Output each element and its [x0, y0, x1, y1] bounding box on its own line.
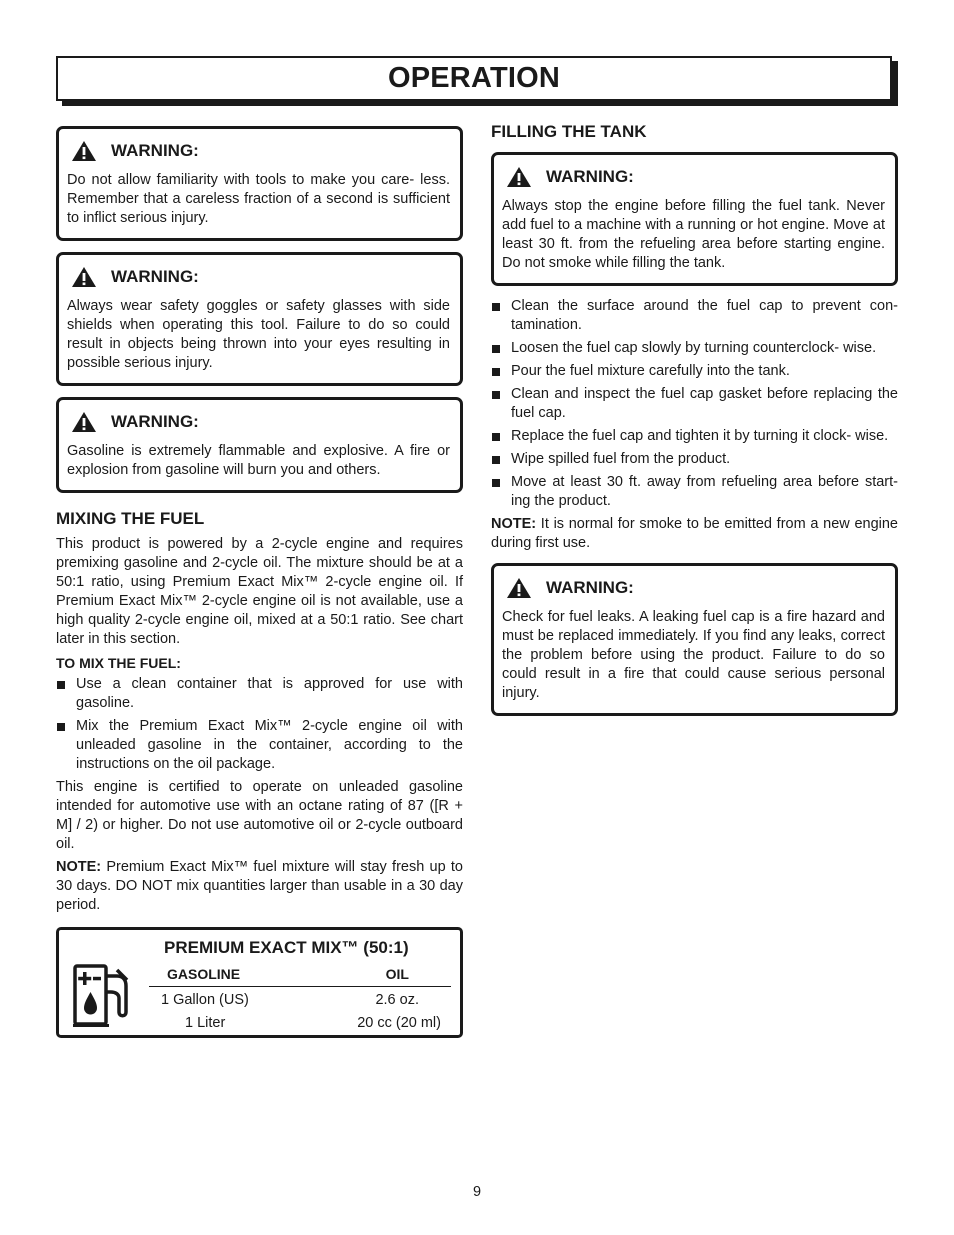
filling-note	[491, 515, 898, 553]
list-item-text: Replace the fuel cap and tighten it by turning it clock- wise.	[511, 428, 889, 444]
table-header-row	[149, 966, 451, 987]
warning-box-stop-engine	[491, 152, 898, 286]
warning-title: WARNING:	[111, 412, 199, 431]
bullet-square-icon	[492, 433, 500, 441]
list-item	[491, 362, 898, 381]
warning-triangle-icon	[506, 166, 532, 188]
table-cell: 2.6 oz.	[375, 992, 419, 1008]
bullet-square-icon	[492, 456, 500, 464]
note-label: NOTE:	[491, 516, 537, 532]
note-text: It is normal for smoke to be emitted from a new engine during first use.	[491, 516, 898, 551]
list-item-text: Pour the fuel mixture carefully into the tank.	[511, 363, 790, 379]
left-column	[56, 126, 463, 919]
note-text: Premium Exact Mix™ fuel mixture will stay fresh up to 30 days. DO NOT mix quantities larger than usable in a 30 day period.	[56, 859, 463, 913]
table-row	[149, 1010, 451, 1033]
warning-triangle-icon	[71, 266, 97, 288]
warning-header	[67, 140, 450, 162]
column-header-oil: OIL	[335, 966, 451, 987]
list-item-text: Loosen the fuel cap slowly by turning counterclock- wise.	[511, 340, 877, 356]
list-item	[491, 450, 898, 469]
list-item	[491, 339, 898, 358]
fuel-pump-icon	[71, 962, 133, 1028]
list-item	[491, 427, 898, 446]
bullet-square-icon	[492, 368, 500, 376]
section-title-filling: FILLING THE TANK	[491, 122, 647, 141]
mix-table	[149, 966, 451, 1033]
warning-header	[67, 266, 450, 288]
table-row	[149, 987, 451, 1011]
warning-header	[67, 411, 450, 433]
warning-title: WARNING:	[546, 167, 634, 186]
list-item-text: Use a clean container that is approved for use with gasoline.	[76, 676, 463, 711]
warning-header	[502, 166, 885, 188]
warning-triangle-icon	[71, 411, 97, 433]
warning-box-familiarity	[56, 126, 463, 241]
warning-text: Gasoline is extremely flammable and explosive. A fire or explosion from gasoline will burn you and others.	[67, 443, 450, 478]
warning-box-goggles	[56, 252, 463, 386]
bullet-square-icon	[492, 303, 500, 311]
bullet-square-icon	[492, 345, 500, 353]
warning-text: Always stop the engine before filling the fuel tank. Never add fuel to a machine with a running or hot engine. Move at least 30 ft. from the refueling area before starting engine. Do not smoke while filling the tank.	[502, 198, 885, 271]
mixing-intro: This product is powered by a 2-cycle engine and requires premixing gasoline and 2-cycle oil. The mixture should be at a 50:1 ratio, using Premium Exact Mix™ 2-cycle engine oil. If Premium Exact Mix™ 2-cycle engine oil is not available, use a high quality 2-cycle engine oil, mixed at a 50:1 ratio. See chart later in this section.	[56, 536, 463, 647]
subsection-title-to-mix: TO MIX THE FUEL:	[56, 655, 181, 671]
filling-bullet-list	[491, 297, 898, 511]
list-item-text: Wipe spilled fuel from the product.	[511, 451, 731, 467]
bullet-square-icon	[57, 681, 65, 689]
certified-paragraph: This engine is certified to operate on unleaded gasoline intended for automotive use with an octane rating of 87 ([R + M] / 2) or higher. Do not use automotive oil or 2-cycle outboard oil.	[56, 779, 463, 852]
warning-triangle-icon	[71, 140, 97, 162]
warning-box-fuel-leaks	[491, 563, 898, 716]
table-cell: 1 Gallon (US)	[161, 992, 249, 1008]
warning-text: Do not allow familiarity with tools to make you care- less. Remember that a careless fraction of a second is sufficient to inflict serious injury.	[67, 172, 450, 226]
mixing-note	[56, 858, 463, 915]
table-cell: 1 Liter	[185, 1015, 226, 1031]
section-title-mixing: MIXING THE FUEL	[56, 509, 205, 528]
list-item-text: Clean and inspect the fuel cap gasket before replacing the fuel cap.	[511, 386, 898, 421]
warning-text: Check for fuel leaks. A leaking fuel cap is a fire hazard and must be replaced immediately. If you find any leaks, correct the problem before using the product. Failure to do so could result in a fire that could cause serious personal injury.	[502, 609, 885, 701]
page-header	[56, 56, 892, 101]
mixing-bullet-list	[56, 675, 463, 774]
warning-triangle-icon	[506, 577, 532, 599]
bullet-square-icon	[57, 723, 65, 731]
warning-title: WARNING:	[111, 141, 199, 160]
note-label: NOTE:	[56, 859, 102, 875]
warning-box-gasoline	[56, 397, 463, 493]
list-item	[491, 297, 898, 335]
list-item	[491, 473, 898, 511]
list-item	[56, 717, 463, 774]
list-item-text: Move at least 30 ft. away from refueling area before start- ing the product.	[511, 474, 898, 509]
warning-title: WARNING:	[546, 578, 634, 597]
list-item	[491, 385, 898, 423]
table-cell: 20 cc (20 ml)	[357, 1015, 441, 1031]
bullet-square-icon	[492, 479, 500, 487]
list-item-text: Clean the surface around the fuel cap to prevent con- tamination.	[511, 298, 898, 333]
warning-text: Always wear safety goggles or safety glasses with side shields when operating this tool. Failure to do so could result in objects being thrown into your eyes resulting in possible serious injury.	[67, 298, 450, 371]
mix-chart-title: PREMIUM EXACT MIX™ (50:1)	[164, 938, 409, 957]
warning-header	[502, 577, 885, 599]
list-item-text: Mix the Premium Exact Mix™ 2-cycle engine oil with unleaded gasoline in the container, according to the instructions on the oil package.	[76, 718, 463, 772]
list-item	[56, 675, 463, 713]
bullet-square-icon	[492, 391, 500, 399]
page-title: OPERATION	[387, 62, 561, 94]
column-header-gasoline: GASOLINE	[149, 966, 335, 987]
page-number: 9	[472, 1184, 482, 1200]
fuel-mix-chart	[56, 927, 463, 1038]
right-column	[491, 122, 898, 727]
warning-title: WARNING:	[111, 267, 199, 286]
